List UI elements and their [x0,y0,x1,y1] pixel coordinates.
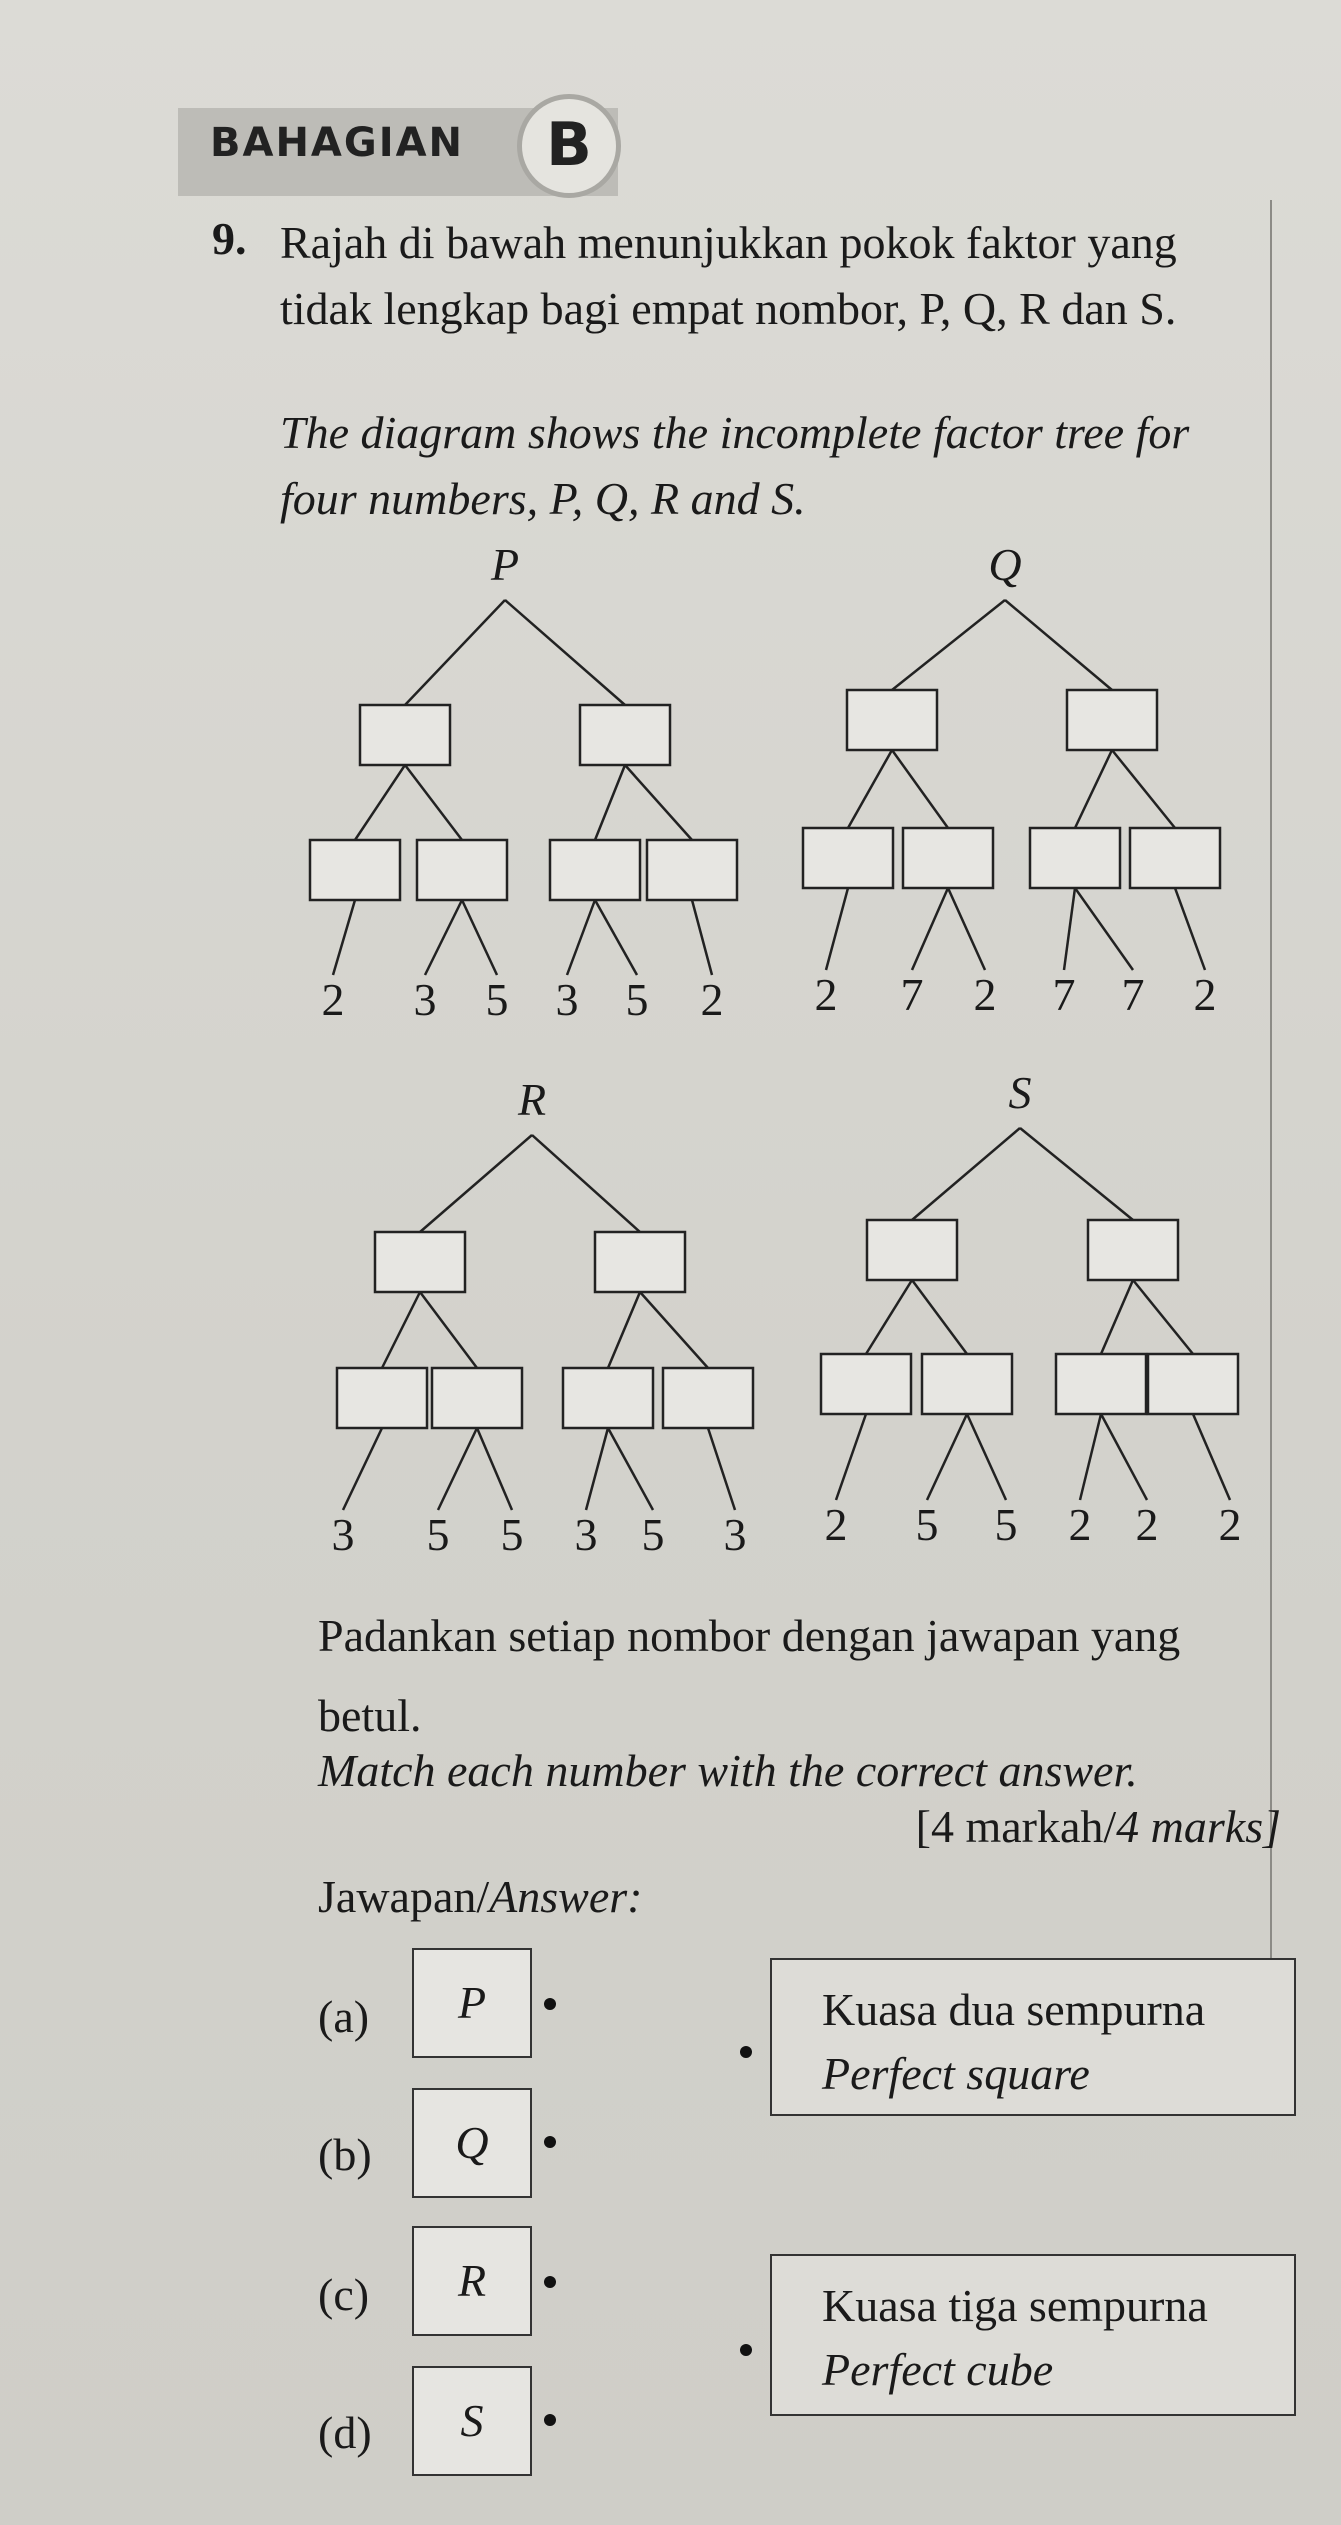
tree-leaf-factor: 3 [555,974,579,1025]
tree-branch [912,1128,1020,1220]
tree-branch [1005,600,1112,690]
marks-label: [4 markah/4 marks] [915,1801,1281,1852]
tree-leaf-factor: 3 [723,1509,747,1560]
target-square-ms: Kuasa dua sempurna [822,1984,1206,2035]
tree-branch [1193,1414,1230,1500]
section-label: BAHAGIAN [210,120,465,166]
option-letter-c: (c) [318,2269,370,2320]
tree-leaf-factor: 3 [331,1509,355,1560]
tree-branch [692,900,712,975]
tree-branch [640,1292,708,1368]
option-letter-b: (b) [318,2129,372,2180]
tree-leaf-factor: 7 [1052,969,1076,1020]
tree-branch [343,1428,382,1510]
tree-blank-box[interactable] [821,1354,911,1414]
tree-branch [967,1414,1006,1500]
match-dot-p[interactable] [544,1998,556,2010]
tree-branch [708,1428,735,1510]
tree-branch [405,765,462,840]
tree-leaf-factor: 2 [824,1499,848,1550]
tree-branch [608,1292,640,1368]
option-box-r[interactable]: R [412,2226,532,2336]
tree-blank-box[interactable] [1067,690,1157,750]
tree-branch [1101,1414,1147,1500]
tree-leaf-factor: 5 [500,1509,524,1560]
tree-leaf-factor: 2 [973,969,997,1020]
tree-branch [1075,888,1133,970]
tree-branch [586,1428,608,1510]
section-letter-badge: B [517,94,621,198]
instruction-en: Match each number with the correct answer. [318,1745,1138,1796]
tree-branch [1112,750,1175,828]
tree-branch [1133,1280,1193,1354]
tree-leaf-factor: 2 [1135,1499,1159,1550]
target-square-en: Perfect square [822,2048,1090,2099]
tree-leaf-factor: 3 [413,974,437,1025]
match-dot-cube[interactable] [740,2344,752,2356]
tree-branch [355,765,405,840]
tree-blank-box[interactable] [563,1368,653,1428]
option-letter-a: (a) [318,1991,370,2042]
tree-branch [1175,888,1205,970]
question-text-en: The diagram shows the incomplete factor tree for four numbers, P, Q, R and S. [280,407,1190,524]
tree-leaf-factor: 7 [1121,969,1145,1020]
tree-branch [595,765,625,840]
match-dot-q[interactable] [544,2136,556,2148]
tree-leaf-factor: 3 [574,1509,598,1560]
tree-branch [1080,1414,1101,1500]
tree-leaf-factor: 5 [625,974,649,1025]
tree-blank-box[interactable] [432,1368,522,1428]
tree-blank-box[interactable] [360,705,450,765]
match-dot-r[interactable] [544,2276,556,2288]
tree-blank-box[interactable] [375,1232,465,1292]
tree-leaf-factor: 7 [900,969,924,1020]
target-cube-ms: Kuasa tiga sempurna [822,2280,1208,2331]
answer-heading: Jawapan/Answer: [318,1871,643,1922]
tree-branch [836,1414,866,1500]
tree-branch [927,1414,967,1500]
tree-branch [826,888,848,970]
tree-branch [405,600,505,705]
tree-blank-box[interactable] [922,1354,1012,1414]
tree-leaf-factor: 2 [1193,969,1217,1020]
tree-blank-box[interactable] [1088,1220,1178,1280]
tree-branch [866,1280,912,1354]
tree-blank-box[interactable] [1148,1354,1238,1414]
tree-branch [438,1428,477,1510]
tree-leaf-factor: 2 [814,969,838,1020]
tree-branch [912,888,948,970]
tree-branch [912,1280,967,1354]
tree-root-label-r: R [517,1074,547,1125]
tree-leaf-factor: 2 [321,974,345,1025]
tree-leaf-factor: 5 [994,1499,1018,1550]
tree-root-label-p: P [490,539,520,590]
target-cube-en: Perfect cube [822,2344,1054,2395]
tree-leaf-factor: 5 [641,1509,665,1560]
tree-blank-box[interactable] [1030,828,1120,888]
tree-leaf-factor: 2 [1068,1499,1092,1550]
tree-branch [333,900,355,975]
tree-blank-box[interactable] [337,1368,427,1428]
instruction-ms: Padankan setiap nombor dengan jawapan yang betul. [318,1610,1181,1741]
tree-blank-box[interactable] [417,840,507,900]
tree-blank-box[interactable] [310,840,400,900]
tree-branch [505,600,625,705]
tree-branch [532,1135,640,1232]
tree-branch [1101,1280,1133,1354]
option-box-p[interactable]: P [412,1948,532,2058]
tree-branch [567,900,595,975]
tree-branch [1064,888,1075,970]
tree-branch [608,1428,653,1510]
tree-leaf-factor: 5 [485,974,509,1025]
tree-root-label-s: S [1008,1067,1032,1118]
tree-blank-box[interactable] [903,828,993,888]
tree-branch [420,1135,532,1232]
target-perfect-cube[interactable] [770,2254,1296,2416]
option-box-s[interactable]: S [412,2366,532,2476]
question-number: 9. [212,213,247,264]
tree-branch [948,888,985,970]
tree-branch [892,600,1005,690]
question-text-ms: Rajah di bawah menunjukkan pokok faktor yang tidak lengkap bagi empat nombor, P, Q, R dan S. [280,217,1177,334]
tree-blank-box[interactable] [647,840,737,900]
option-letter-d: (d) [318,2407,372,2458]
tree-leaf-factor: 5 [915,1499,939,1550]
tree-blank-box[interactable] [580,705,670,765]
tree-blank-box[interactable] [867,1220,957,1280]
tree-blank-box[interactable] [803,828,893,888]
tree-blank-box[interactable] [847,690,937,750]
tree-branch [382,1292,420,1368]
tree-branch [595,900,637,975]
tree-branch [1075,750,1112,828]
tree-leaf-factor: 2 [1218,1499,1242,1550]
option-box-q[interactable]: Q [412,2088,532,2198]
tree-root-label-q: Q [988,539,1022,590]
match-dot-s[interactable] [544,2414,556,2426]
tree-branch [420,1292,477,1368]
tree-branch [1020,1128,1133,1220]
tree-blank-box[interactable] [550,840,640,900]
tree-branch [462,900,497,975]
tree-branch [477,1428,512,1510]
tree-leaf-factor: 5 [426,1509,450,1560]
tree-blank-box[interactable] [1056,1354,1146,1414]
tree-blank-box[interactable] [595,1232,685,1292]
tree-branch [848,750,892,828]
match-dot-square[interactable] [740,2046,752,2058]
tree-blank-box[interactable] [1130,828,1220,888]
tree-leaf-factor: 2 [700,974,724,1025]
target-perfect-square[interactable] [770,1958,1296,2116]
tree-branch [425,900,462,975]
tree-branch [892,750,948,828]
tree-blank-box[interactable] [663,1368,753,1428]
tree-branch [625,765,692,840]
